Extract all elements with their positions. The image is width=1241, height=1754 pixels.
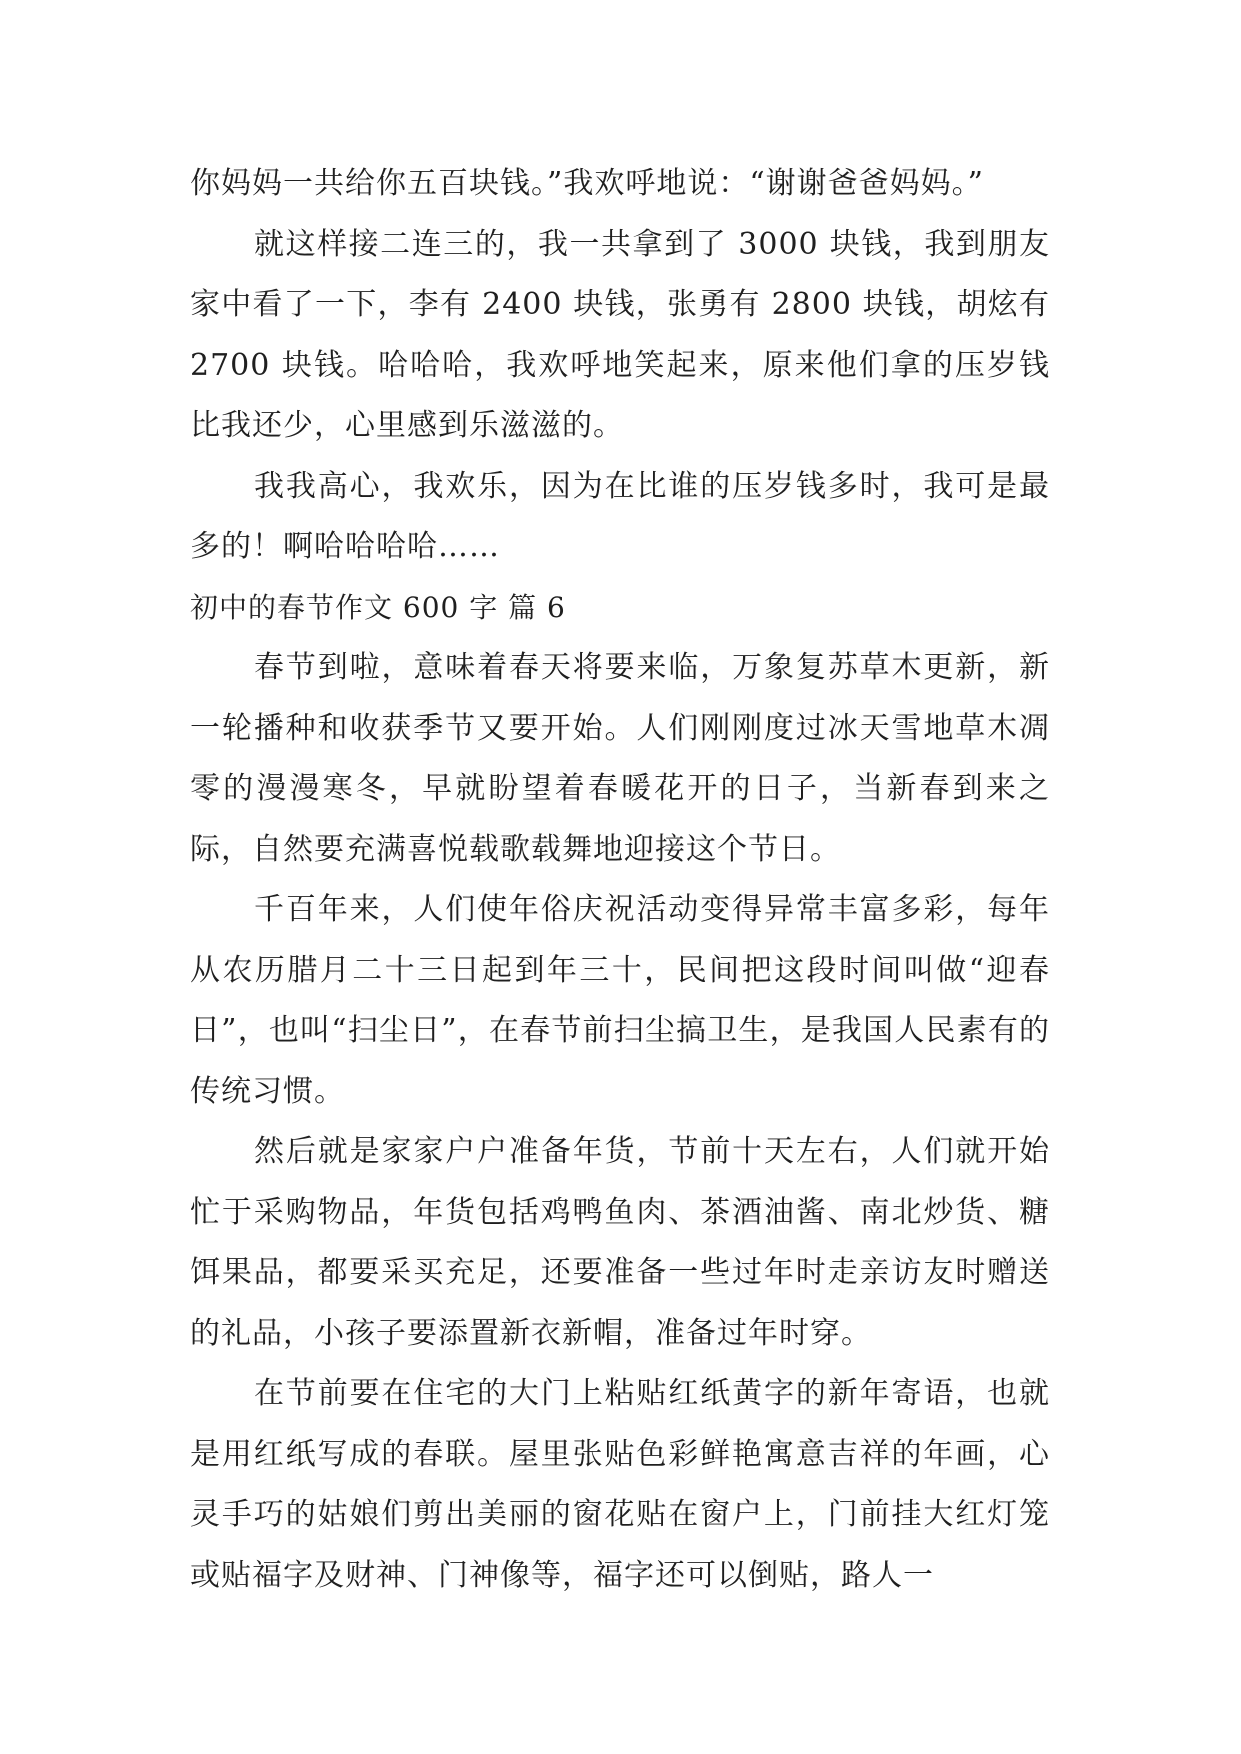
paragraph-2: 就这样接二连三的，我一共拿到了 3000 块钱，我到朋友家中看了一下，李有 2400 块钱，张勇有 2800 块钱，胡炫有 2700 块钱。哈哈哈，我欢呼地笑起来，原来他们拿的压岁钱比我还少，心里感到乐滋滋的。 xyxy=(190,226,1050,443)
document-body xyxy=(190,154,1050,1606)
paragraph-1: 你妈妈一共给你五百块钱。”我欢呼地说：“谢谢爸爸妈妈。” xyxy=(190,166,985,201)
section-paragraph-3: 然后就是家家户户准备年货，节前十天左右，人们就开始忙于采购物品，年货包括鸡鸭鱼肉、茶酒油酱、南北炒货、糖饵果品，都要采买充足，还要准备一些过年时走亲访友时赠送的礼品，小孩子要添置新衣新帽，准备过年时穿。 xyxy=(190,1134,1050,1351)
paragraph-3: 我我高心，我欢乐，因为在比谁的压岁钱多时，我可是最多的！啊哈哈哈哈…… xyxy=(190,468,1050,564)
section-paragraph-2: 千百年来，人们使年俗庆祝活动变得异常丰富多彩，每年从农历腊月二十三日起到年三十，民间把这段时间叫做“迎春日”，也叫“扫尘日”，在春节前扫尘搞卫生，是我国人民素有的传统习惯。 xyxy=(190,892,1050,1109)
section-title: 初中的春节作文 600 字 篇 6 xyxy=(190,590,566,624)
section-paragraph-1: 春节到啦，意味着春天将要来临，万象复苏草木更新，新一轮播种和收获季节又要开始。人们刚刚度过冰天雪地草木凋零的漫漫寒冬，早就盼望着春暖花开的日子，当新春到来之际，自然要充满喜悦载歌载舞地迎接这个节日。 xyxy=(190,650,1050,867)
section-paragraph-4: 在节前要在住宅的大门上粘贴红纸黄字的新年寄语，也就是用红纸写成的春联。屋里张贴色彩鲜艳寓意吉祥的年画，心灵手巧的姑娘们剪出美丽的窗花贴在窗户上，门前挂大红灯笼或贴福字及财神、门神像等，福字还可以倒贴，路人一 xyxy=(190,1376,1050,1593)
